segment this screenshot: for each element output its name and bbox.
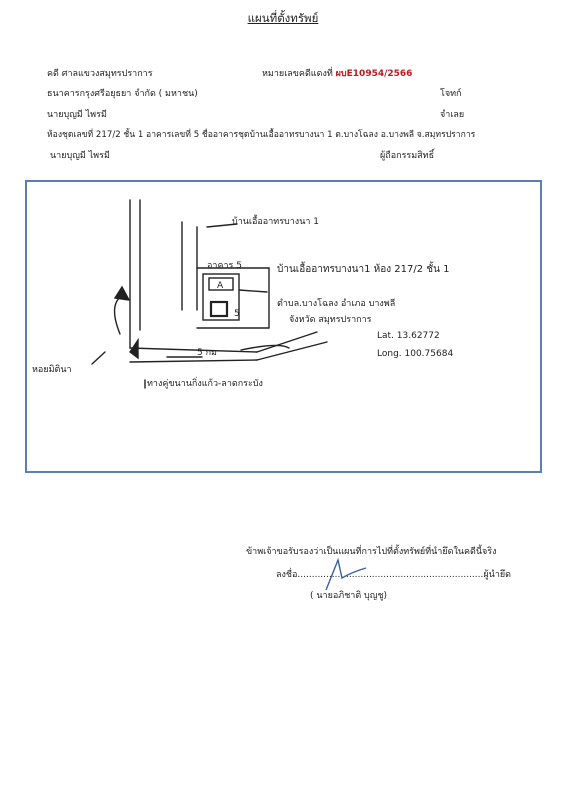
- case-number-row: [262, 69, 412, 80]
- map-label-landmark: หอยมิตินา: [32, 365, 72, 375]
- plaintiff-role: โจทก์: [440, 89, 462, 99]
- map-label-building: อาคาร 5: [207, 261, 242, 271]
- map-label-long: Long. 100.75684: [377, 349, 454, 359]
- defendant-role: จำเลย: [440, 110, 465, 120]
- owner-name: นายบุญมี ไพรมี: [50, 151, 110, 161]
- map-label-province: จังหวัด สมุทรปราการ: [289, 315, 372, 325]
- signature-line: [276, 570, 511, 581]
- map-label-box-5: 5: [234, 309, 240, 319]
- signature-role: ผู้นำยึด: [483, 570, 511, 580]
- map-label-project: บ้านเอื้ออาทรบางนา 1: [232, 217, 319, 227]
- plaintiff-name: ธนาคารกรุงศรีอยุธยา จำกัด ( มหาชน): [47, 89, 198, 99]
- map-label-subdistrict: ตำบล.บางโฉลง อำเภอ บางพลี: [277, 299, 396, 309]
- case-number-value: ผบE10954/2566: [335, 69, 413, 79]
- defendant-name: นายบุญมี ไพรมี: [47, 110, 107, 120]
- property-address: ห้องชุดเลขที่ 217/2 ชั้น 1 อาคารเลขที่ 5 ชื่ออาคารชุดบ้านเอื้ออาทรบางนา 1 ต.บางโฉลง อ.บางพลี จ.สมุทรปราการ: [47, 130, 476, 140]
- signer-name: ( นายอภิชาติ บุญชู): [310, 591, 388, 601]
- court-label: คดี ศาลแขวงสมุทรปราการ: [47, 69, 153, 79]
- owner-role: ผู้ถือกรรมสิทธิ์: [380, 151, 435, 161]
- location-map: [25, 180, 542, 473]
- map-label-lat: Lat. 13.62772: [377, 331, 440, 341]
- case-number-label: หมายเลขคดีแดงที่: [262, 69, 333, 79]
- map-label-unit: บ้านเอื้ออาทรบางนา1 ห้อง 217/2 ชั้น 1: [277, 264, 450, 275]
- signature-prefix: ลงชื่อ.................................................................: [276, 570, 484, 580]
- map-label-distance: 5 กม: [197, 348, 217, 358]
- map-label-box-a: A: [217, 281, 224, 291]
- map-label-road: ทางคู่ขนานกิ่งแก้ว-ลาดกระบัง: [147, 379, 263, 389]
- hand-drawn-map: [27, 182, 540, 471]
- declaration-text: ข้าพเจ้าขอรับรองว่าเป็นแผนที่การไปที่ตั้งทรัพย์ที่นำยึดในคดีนี้จริง: [246, 547, 497, 557]
- page-title: แผนที่ตั้งทรัพย์: [247, 11, 319, 25]
